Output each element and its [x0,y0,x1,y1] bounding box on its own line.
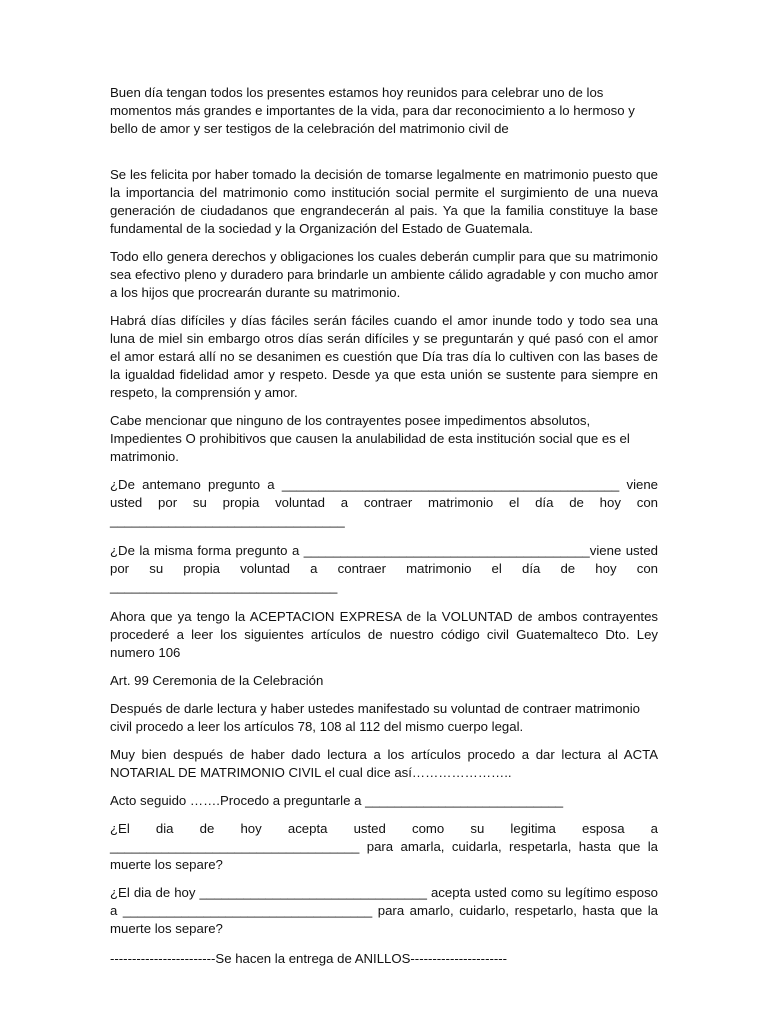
paragraph-express-acceptance: Ahora que ya tengo la ACEPTACION EXPRESA de la VOLUNTAD de ambos contrayentes procederé a leer los siguientes artículos de nuestro código civil Guatemalteco Dto. Ley numero 106 [110,609,658,660]
paragraph-opening: Buen día tengan todos los presentes estamos hoy reunidos para celebrar uno de los momentos más grandes e importantes de la vida, para dar reconocimiento a lo hermoso y bello de amor y ser testigos de la celebración del matrimonio civil de [110,85,635,136]
paragraph-difficult-days: Habrá días difíciles y días fáciles serán fáciles cuando el amor inunde todo y todo sea una luna de miel sin embargo otros días serán difíciles y se preguntarán y qué pasó con el amor el amor estará allí no se desanimen es cuestión que Día tras día lo cultiven con las bases de la igualdad fidelidad amor y respeto. Desde ya que esta unión se sustente para siempre en respeto, la comprensión y amor. [110,313,658,400]
paragraph-question-first: ¿De antemano pregunto a ______________________________________________ viene usted por su propia voluntad a contraer matrimonio el día de hoy con ________________________________ [110,477,658,528]
paragraph-congratulation: Se les felicita por haber tomado la decisión de tomarse legalmente en matrimonio puesto que la importancia del matrimonio como institución social permite el surgimiento de una nueva generación de ciudadanos que engrandecerán al pais. Ya que la familia constituye la base fundamental de la sociedad y la Organización del Estado de Guatemala. [110,167,658,236]
document-body [110,84,658,978]
paragraph-article-99: Art. 99 Ceremonia de la Celebración [110,673,324,688]
paragraph-ask: Acto seguido …….Procedo a preguntarle a ___________________________ [110,793,564,808]
paragraph-reading-articles: Después de darle lectura y haber ustedes manifestado su voluntad de contraer matrimonio civil procedo a leer los artículos 78, 108 al 112 del mismo cuerpo legal. [110,701,640,734]
paragraph-impediments: Cabe mencionar que ninguno de los contrayentes posee impedimentos absolutos, Impedientes O prohibitivos que causen la anulabilidad de esta institución social que es el matrimonio. [110,413,630,464]
paragraph-vow-husband: ¿El dia de hoy _______________________________ acepta usted como su legítimo esposo a __________________________________ para amarlo, cuidarlo, respetarlo, hasta que la muerte los separe? [110,885,658,936]
paragraph-vow-wife: ¿El dia de hoy acepta usted como su legitima esposa a __________________________________ para amarla, cuidarla, respetarla, hasta que la muerte los separe? [110,821,658,872]
paragraph-rings-separator: ------------------------Se hacen la entrega de ANILLOS---------------------- [110,951,508,966]
paragraph-rights-obligations: Todo ello genera derechos y obligaciones los cuales deberán cumplir para que su matrimonio sea efectivo pleno y duradero para brindarle un ambiente cálido agradable y con mucho amor a los hijos que procrearán durante su matrimonio. [110,249,658,300]
paragraph-notarial-act: Muy bien después de haber dado lectura a los artículos procedo a dar lectura al ACTA NOTARIAL DE MATRIMONIO CIVIL el cual dice así………………….. [110,747,658,780]
paragraph-question-second: ¿De la misma forma pregunto a _______________________________________viene usted por su propia voluntad a contraer matrimonio el día de hoy con _______________________________ [110,543,658,594]
